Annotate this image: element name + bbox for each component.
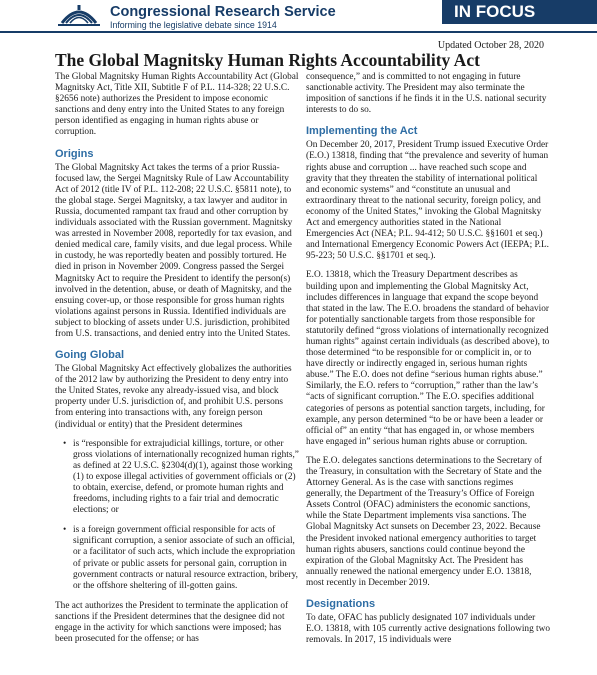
going-global-heading: Going Global bbox=[55, 349, 125, 362]
right-column bbox=[306, 72, 551, 654]
implementing-paragraph-3: The E.O. delegates sanctions determinations to the Secretary of the Treasury, in consultation with the Secretary of State and the Attorney General. As is the case with sanctions regimes generally, the Department of the Treasury’s Office of Foreign Assets Control (OFAC) administers the economic sanctions, while the State Department implements visa sanctions. The Global Magnitsky Act sunsets on December 23, 2022. Because the President invoked national emergency authorities to target human rights abusers, sanctions could continue beyond the expiration of the Global Magnitsky Act. The President has annually renewed the national emergency under E.O. 13818, most recently in December 2019. bbox=[306, 455, 542, 588]
capitol-dome-icon bbox=[56, 3, 102, 27]
termination-paragraph: The act authorizes the President to terminate the application of sanctions if the President determines that the designee did not engage in the activity for which sanctions were imposed; has been prosecuted for the offense; or has bbox=[55, 600, 289, 645]
criteria-list bbox=[55, 439, 300, 592]
intro-paragraph: The Global Magnitsky Human Rights Accountability Act (Global Magnitsky Act, Title XII, Subtitle F of P.L. 114-328; 22 U.S.C. §2656 note) authorizes the President to impose economic sanctions and deny entry into the United States to any foreign person identified as engaging in human rights abuse or corruption. bbox=[55, 72, 299, 138]
org-tagline: Informing the legislative debate since 1914 bbox=[110, 20, 277, 30]
document-title: The Global Magnitsky Human Rights Accountability Act bbox=[55, 50, 480, 70]
origins-paragraph: The Global Magnitsky Act takes the terms of a prior Russia-focused law, the Sergei Magnitsky Rule of Law Accountability Act of 2012 (title IV of P.L. 112-208; 22 U.S.C. §5811 note), to the global stage. Sergei Magnitsky, a tax lawyer and auditor in Russia, documented rampant tax fraud and other corruption by individuals associated with the Russian government. Magnitsky was arrested in November 2008, reportedly for tax evasion, and denied medical care, family visits, and due legal process. While in custody, he was reportedly beaten and possibly tortured. He died in prison in November 2009. Congress passed the Sergei Magnitsky Act to require the President to identify the person(s) involved in the detention, abuse, or death of Magnitsky, and the ensuing cover-up, or those responsible for gross human rights violations against persons in Russia. Identified individuals are subject to blocking of assets under U.S. jurisdiction, prohibited from U.S. transactions, and denied entry into the United States. bbox=[55, 162, 293, 339]
header-divider bbox=[0, 31, 597, 33]
designations-heading: Designations bbox=[306, 598, 376, 611]
list-item bbox=[55, 439, 300, 517]
left-column bbox=[55, 72, 300, 653]
origins-heading: Origins bbox=[55, 147, 94, 160]
in-focus-badge: IN FOCUS bbox=[442, 0, 597, 24]
list-item-text: is “responsible for extrajudicial killings, torture, or other gross violations of internationally recognized human rights,” as defined at 22 U.S.C. §2304(d)(1), against those working (1) to expose illegal activities of government officials or (2) to obtain, exercise, defend, or promote human rights and freedoms, including rights to a fair trial and democratic elections; or bbox=[73, 438, 299, 516]
designations-paragraph: To date, OFAC has publicly designated 107 individuals under E.O. 13818, with 105 currently active designations following two removals. In 2017, 15 individuals were bbox=[306, 613, 551, 646]
bullet-icon: • bbox=[63, 438, 67, 449]
list-item bbox=[55, 525, 300, 592]
implementing-paragraph-2: E.O. 13818, which the Treasury Department describes as building upon and implementing the Global Magnitsky Act, includes differences in language that expand the scope beyond that stated in the law. The E.O. broadens the standard of behavior for potentially sanctionable targets from those responsible for statutorily defined “gross violations of internationally recognized human rights” against certain individuals (as described above), to those determined “to be responsible for or complicit in, or to have directly or indirectly engaged in, serious human rights abuse.” The E.O. does not define “serious human rights abuse.” Similarly, the E.O. refers to “corruption,” rather than the law’s “acts of significant corruption.” The E.O. specifies additional categories of persons as potential sanction targets, including, for example, any person determined “to be or have been a leader or official of” an entity “that has engaged in, or whose members have engaged in” serious human rights abuse or corruption. bbox=[306, 270, 550, 447]
page-header bbox=[0, 0, 597, 34]
going-global-paragraph: The Global Magnitsky Act effectively globalizes the authorities of the 2012 law by authorizing the President to deny entry into the United States, revoke any already-issued visa, and block property under U.S. jurisdiction of, and prohibit U.S. persons from entering into transactions with, any foreign person (individual or entity) that the President determines bbox=[55, 364, 292, 430]
implementing-paragraph-1: On December 20, 2017, President Trump issued Executive Order (E.O.) 13818, finding that “the prevalence and severity of human rights abuse and corruption ... have reached such scope and gravity that they threaten the stability of international political and economic systems” and “constitute an unusual and extraordinary threat to the national security, foreign policy, and economy of the United States,” invoking the Global Magnitsky Act and emergency authorities stated in the National Emergencies Act (NEA; P.L. 94-412; 50 U.S.C. §§1601 et seq.) and International Emergency Economic Powers Act (IEEPA; P.L. 95-223; 50 U.S.C. §§1701 et seq.). bbox=[306, 140, 549, 262]
list-item-text: is a foreign government official responsible for acts of significant corruption, a senior associate of such an official, or a facilitator of such acts, which include the expropriation of private or public assets for personal gain, corruption in government contracts or natural resource extraction, bribery, or the offshore sheltering of ill-gotten gains. bbox=[73, 525, 299, 591]
org-name: Congressional Research Service bbox=[110, 4, 336, 20]
updated-date: Updated October 28, 2020 bbox=[437, 40, 544, 51]
continuation-paragraph: consequence,” and is committed to not engaging in future sanctionable activity. The President may also terminate the imposition of sanctions if he finds it in the U.S. national security interests to do so. bbox=[306, 72, 547, 116]
implementing-heading: Implementing the Act bbox=[306, 125, 418, 138]
bullet-icon: • bbox=[63, 525, 67, 536]
